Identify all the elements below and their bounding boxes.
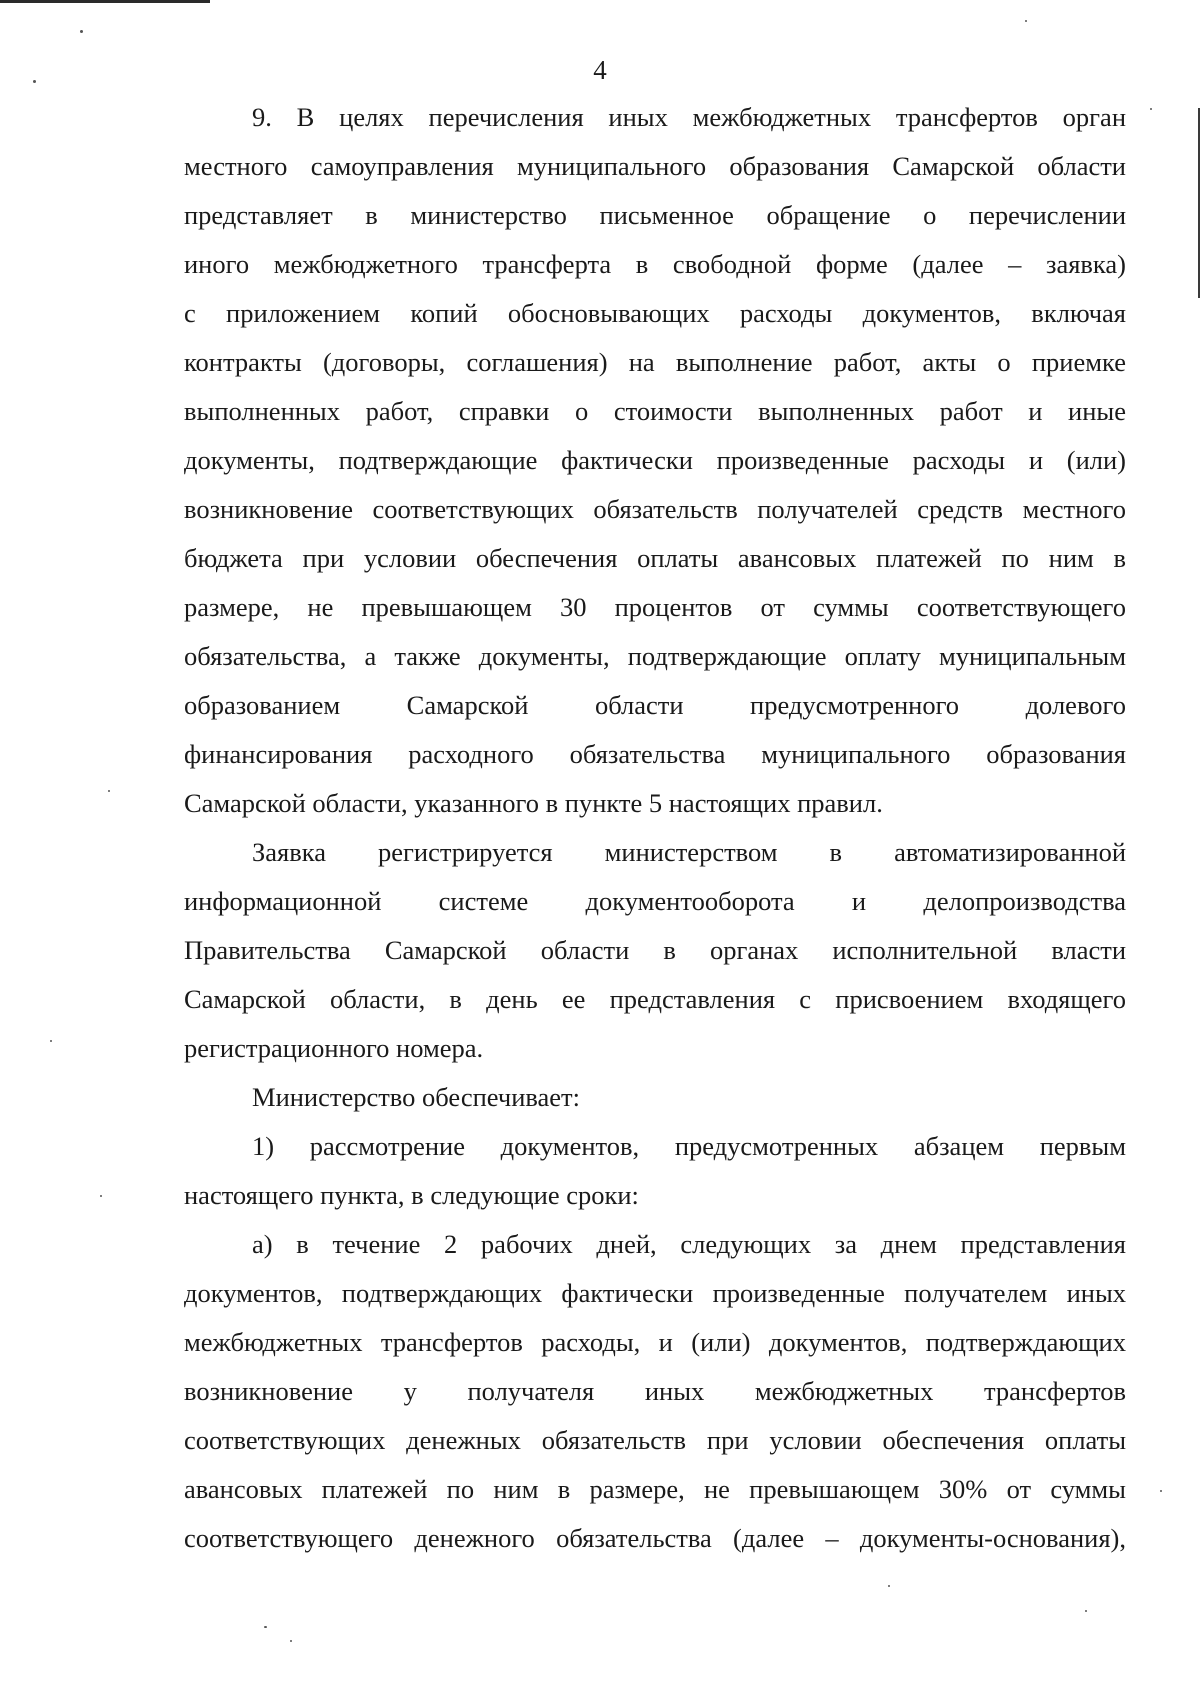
text-line: документы, подтверждающие фактически произведенные расходы и (или) [184,445,1126,475]
scan-speck [1025,20,1027,22]
scan-speck [264,1626,267,1628]
text-line: представляет в министерство письменное обращение о перечислении [184,200,1126,230]
text-line: авансовых платежей по ним в размере, не превышающем 30% от суммы [184,1474,1126,1504]
text-line: Самарской области, в день ее представления с присвоением входящего [184,984,1126,1014]
document-body [184,93,1126,1563]
text-line: возникновение у получателя иных межбюджетных трансфертов [184,1376,1126,1406]
text-line: финансирования расходного обязательства муниципального образования [184,739,1126,769]
text-line: Заявка регистрируется министерством в автоматизированной [252,837,1126,867]
text-line: регистрационного номера. [184,1033,484,1063]
text-line: соответствующих денежных обязательств при условии обеспечения оплаты [184,1425,1126,1455]
text-line: Самарской области, указанного в пункте 5 настоящих правил. [184,788,883,818]
text-line: настоящего пункта, в следующие сроки: [184,1180,639,1210]
page-number: 4 [593,55,607,85]
text-line: межбюджетных трансфертов расходы, и (или) документов, подтверждающих [184,1327,1126,1357]
scan-speck [1150,108,1152,110]
text-line: иного межбюджетного трансферта в свободной форме (далее – заявка) [184,249,1126,279]
text-line: Правительства Самарской области в органах исполнительной власти [184,935,1126,965]
text-line: образованием Самарской области предусмотренного долевого [184,690,1126,720]
text-line: местного самоуправления муниципального образования Самарской области [184,151,1126,181]
text-line: соответствующего денежного обязательства (далее – документы-основания), [184,1523,1126,1553]
paragraph [184,828,1126,1073]
text-line: контракты (договоры, соглашения) на выполнение работ, акты о приемке [184,347,1126,377]
scan-edge-top [0,0,210,3]
text-line: возникновение соответствующих обязательств получателей средств местного [184,494,1126,524]
text-line: 9. В целях перечисления иных межбюджетных трансфертов орган [252,102,1126,132]
text-line: а) в течение 2 рабочих дней, следующих за днем представления [252,1229,1126,1259]
paragraph [184,1122,1126,1220]
scan-speck [50,1040,52,1042]
scan-speck [290,1640,292,1642]
text-line: размере, не превышающем 30 процентов от суммы соответствующего [184,592,1126,622]
scan-speck [1160,1490,1162,1492]
text-line: с приложением копий обосновывающих расходы документов, включая [184,298,1126,328]
scan-speck [108,790,110,792]
text-line: обязательства, а также документы, подтверждающие оплату муниципальным [184,641,1126,671]
scan-speck [888,1585,890,1587]
paragraph [184,1073,1126,1122]
text-line: Министерство обеспечивает: [252,1082,581,1112]
scan-speck [1085,1610,1087,1612]
text-line: документов, подтверждающих фактически произведенные получателем иных [184,1278,1126,1308]
text-line: бюджета при условии обеспечения оплаты авансовых платежей по ним в [184,543,1126,573]
scan-speck [100,1195,102,1197]
text-line: выполненных работ, справки о стоимости выполненных работ и иные [184,396,1126,426]
text-line: 1) рассмотрение документов, предусмотренных абзацем первым [252,1131,1126,1161]
paragraph [184,93,1126,828]
paragraph [184,1220,1126,1563]
text-line: информационной системе документооборота и делопроизводства [184,886,1126,916]
scan-speck [80,30,83,33]
